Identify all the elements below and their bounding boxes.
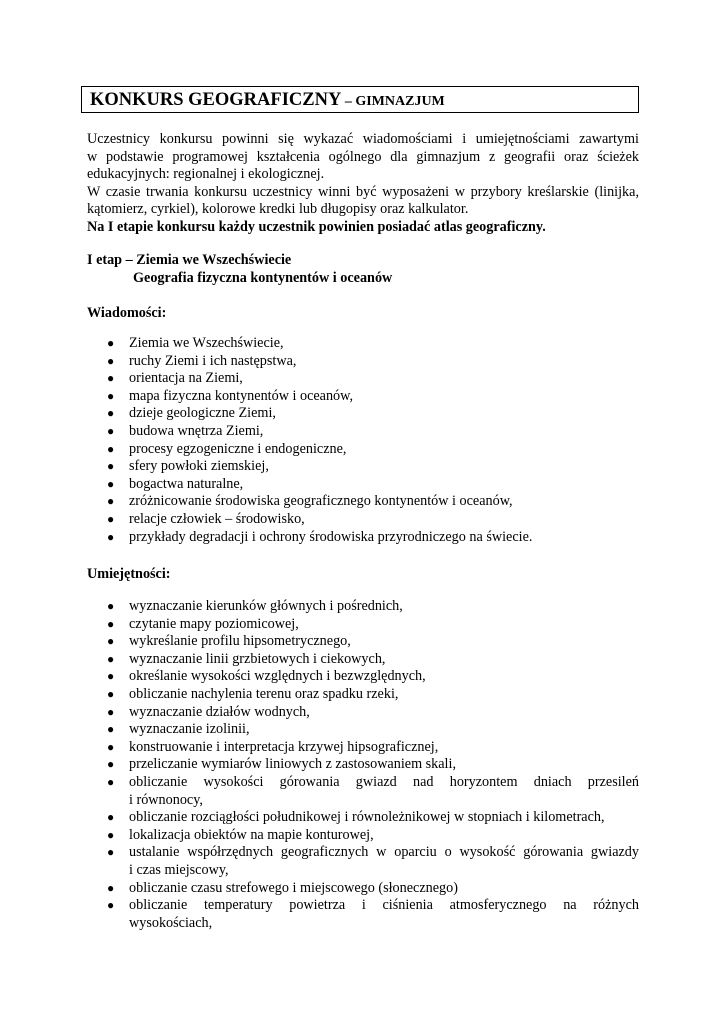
bullet-icon: ● <box>107 757 115 772</box>
stage-heading <box>87 252 639 287</box>
list-item <box>87 774 639 809</box>
skills-list <box>87 598 639 932</box>
intro-paragraph <box>87 131 639 237</box>
list-item-text: ustalanie współrzędnych geograficznych w oparciu o wysokość górowania gwiazdy <box>129 844 639 861</box>
list-item <box>87 616 639 634</box>
bullet-icon: ● <box>107 511 115 526</box>
bullet-icon: ● <box>107 494 115 509</box>
title-sub: GIMNAZJUM <box>355 94 445 109</box>
list-item-text: bogactwa naturalne, <box>129 475 244 492</box>
list-item-text: wyznaczanie działów wodnych, <box>129 703 310 720</box>
title-main: KONKURS GEOGRAFICZNY <box>90 90 342 110</box>
list-item-continuation: i czas miejscowy, <box>129 861 229 878</box>
list-item <box>87 844 639 879</box>
list-item <box>87 704 639 722</box>
intro-line: Uczestnicy konkursu powinni się wykazać wiadomościami i umiejętnościami zawartymi <box>87 131 639 147</box>
list-item-text: obliczanie czasu strefowego i miejscowego (słonecznego) <box>129 879 458 896</box>
bullet-icon: ● <box>107 898 115 913</box>
bullet-icon: ● <box>107 774 115 789</box>
list-item-text: ruchy Ziemi i ich następstwa, <box>129 352 297 369</box>
list-item-text: wykreślanie profilu hipsometrycznego, <box>129 633 351 650</box>
list-item <box>87 353 639 371</box>
list-item-text: wyznaczanie izolinii, <box>129 721 250 738</box>
skills-heading: Umiejętności: <box>87 566 171 582</box>
stage-title: I etap – Ziemia we Wszechświecie <box>87 252 292 268</box>
list-item <box>87 511 639 529</box>
bullet-icon: ● <box>107 686 115 701</box>
intro-line: edukacyjnych: regionalnej i ekologicznej. <box>87 166 325 183</box>
list-item <box>87 423 639 441</box>
bullet-icon: ● <box>107 423 115 438</box>
list-item-continuation: i równonocy, <box>129 791 203 808</box>
list-item <box>87 529 639 547</box>
list-item <box>87 405 639 423</box>
list-item-text: relacje człowiek – środowisko, <box>129 510 305 527</box>
list-item-text: czytanie mapy poziomicowej, <box>129 615 299 632</box>
list-item <box>87 668 639 686</box>
bullet-icon: ● <box>107 441 115 456</box>
bullet-icon: ● <box>107 371 115 386</box>
bullet-icon: ● <box>107 669 115 684</box>
title-dash: – <box>341 94 356 109</box>
list-item-text: przeliczanie wymiarów liniowych z zastosowaniem skali, <box>129 756 456 773</box>
list-item <box>87 493 639 511</box>
bullet-icon: ● <box>107 406 115 421</box>
list-item-text: dzieje geologiczne Ziemi, <box>129 405 276 422</box>
bullet-icon: ● <box>107 336 115 350</box>
list-item-text: mapa fizyczna kontynentów i oceanów, <box>129 387 354 404</box>
list-item-text: lokalizacja obiektów na mapie konturowej, <box>129 826 374 843</box>
list-item-text: Ziemia we Wszechświecie, <box>129 335 284 351</box>
list-item <box>87 809 639 827</box>
intro-line: W czasie trwania konkursu uczestnicy winni być wyposażeni w przybory kreślarskie (linijka, <box>87 183 639 200</box>
bullet-icon: ● <box>107 599 115 613</box>
bullet-icon: ● <box>107 880 115 895</box>
bullet-icon: ● <box>107 353 115 368</box>
intro-atlas-note: Na I etapie konkursu każdy uczestnik powinien posiadać atlas geograficzny. <box>87 218 546 235</box>
bullet-icon: ● <box>107 634 115 649</box>
list-item-text: wyznaczanie kierunków głównych i pośrednich, <box>129 598 403 614</box>
knowledge-list <box>87 335 639 546</box>
list-item-text: obliczanie wysokości górowania gwiazd nad horyzontem dniach przesileń <box>129 773 639 790</box>
bullet-icon: ● <box>107 827 115 842</box>
list-item <box>87 897 639 932</box>
list-item <box>87 633 639 651</box>
list-item <box>87 686 639 704</box>
list-item <box>87 458 639 476</box>
list-item-text: procesy egzogeniczne i endogeniczne, <box>129 440 347 457</box>
list-item <box>87 721 639 739</box>
list-item-continuation: wysokościach, <box>129 914 213 931</box>
list-item-text: obliczanie rozciągłości południkowej i równoleżnikowej w stopniach i kilometrach, <box>129 809 605 826</box>
list-item <box>87 739 639 757</box>
list-item-text: sfery powłoki ziemskiej, <box>129 458 269 475</box>
bullet-icon: ● <box>107 459 115 474</box>
bullet-icon: ● <box>107 651 115 666</box>
knowledge-heading: Wiadomości: <box>87 305 167 321</box>
bullet-icon: ● <box>107 616 115 631</box>
bullet-icon: ● <box>107 388 115 403</box>
list-item <box>87 827 639 845</box>
intro-line: kątomierz, cyrkiel), kolorowe kredki lub długopisy oraz kalkulator. <box>87 201 469 218</box>
list-item-text: określanie wysokości względnych i bezwzględnych, <box>129 668 426 685</box>
list-item-text: zróżnicowanie środowiska geograficznego kontynentów i oceanów, <box>129 493 513 510</box>
list-item-text: konstruowanie i interpretacja krzywej hipsograficznej, <box>129 738 439 755</box>
stage-subtitle: Geografia fizyczna kontynentów i oceanów <box>133 269 393 286</box>
list-item <box>87 335 639 353</box>
list-item <box>87 476 639 494</box>
bullet-icon: ● <box>107 845 115 860</box>
list-item <box>87 370 639 388</box>
list-item <box>87 441 639 459</box>
bullet-icon: ● <box>107 704 115 719</box>
list-item-text: wyznaczanie linii grzbietowych i ciekowych, <box>129 650 386 667</box>
list-item-text: orientacja na Ziemi, <box>129 370 243 387</box>
bullet-icon: ● <box>107 722 115 737</box>
list-item <box>87 880 639 898</box>
list-item-text: obliczanie temperatury powietrza i ciśnienia atmosferycznego na różnych <box>129 897 639 914</box>
list-item <box>87 598 639 616</box>
bullet-icon: ● <box>107 739 115 754</box>
bullet-icon: ● <box>107 476 115 491</box>
bullet-icon: ● <box>107 810 115 825</box>
title-box <box>81 86 639 113</box>
list-item-text: budowa wnętrza Ziemi, <box>129 422 264 439</box>
list-item-text: obliczanie nachylenia terenu oraz spadku rzeki, <box>129 685 399 702</box>
list-item <box>87 756 639 774</box>
bullet-icon: ● <box>107 529 115 544</box>
intro-line: w podstawie programowej kształcenia ogólnego dla gimnazjum z geografii oraz ścieżek <box>87 148 639 165</box>
list-item-text: przykłady degradacji i ochrony środowiska przyrodniczego na świecie. <box>129 528 533 545</box>
list-item <box>87 388 639 406</box>
list-item <box>87 651 639 669</box>
